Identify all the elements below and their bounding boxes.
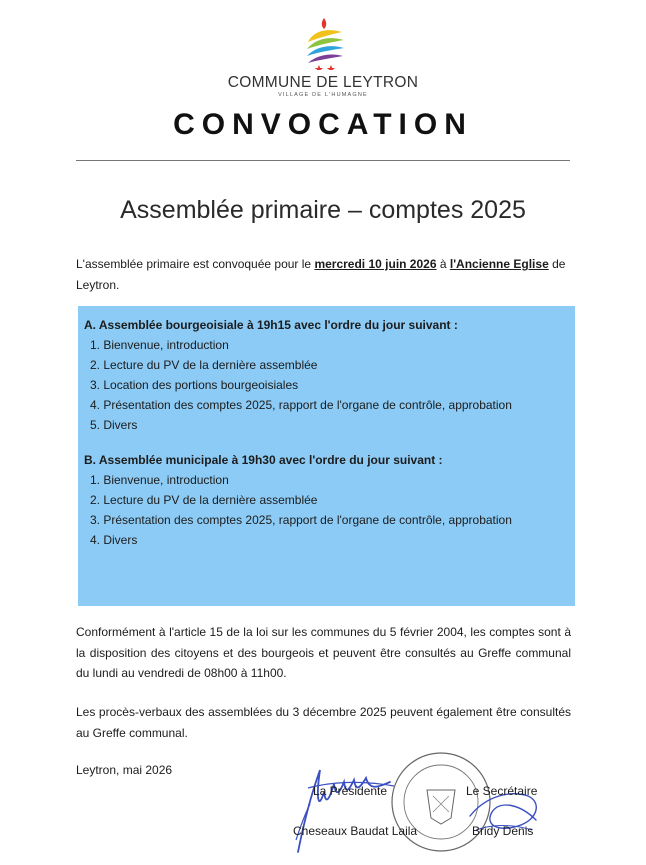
document-subtitle: Assemblée primaire – comptes 2025: [120, 196, 526, 224]
secretary-name: Bridy Denis: [472, 824, 534, 838]
agenda-item: 1. Bienvenue, introduction: [90, 473, 229, 487]
document-title: CONVOCATION: [173, 108, 473, 141]
president-name: Cheseaux Baudat Laila: [293, 824, 418, 838]
agenda-item: 4. Présentation des comptes 2025, rapport de l'organe de contrôle, approbation: [90, 398, 512, 412]
organization-tagline: VILLAGE DE L'HUMAGNE: [278, 92, 368, 98]
agenda-item: 3. Location des portions bourgeoisiales: [90, 378, 299, 392]
body-paragraph-minutes: Les procès-verbaux des assemblées du 3 décembre 2025 peuvent également être consultés au Greffe communal.: [76, 705, 571, 740]
president-title: La Présidente: [313, 784, 388, 798]
place-and-date: Leytron, mai 2026: [76, 763, 173, 777]
agenda-item: 2. Lecture du PV de la dernière assemblée: [90, 358, 318, 372]
secretary-title: Le Secrétaire: [466, 784, 538, 798]
commune-logo: [304, 16, 346, 70]
agenda-section-b-heading: B. Assemblée municipale à 19h30 avec l'ordre du jour suivant :: [84, 453, 443, 467]
agenda-item: 4. Divers: [90, 533, 138, 547]
organization-name: COMMUNE DE LEYTRON: [227, 74, 419, 91]
agenda-item: 1. Bienvenue, introduction: [90, 338, 229, 352]
body-paragraph-accounts: Conformément à l'article 15 de la loi sur les communes du 5 février 2004, les comptes sont à la disposition des citoyens et des bourgeois et peuvent être consultés au Greffe communal du lundi au vendredi de 08h00 à 11h00.: [76, 625, 571, 680]
president-signature: [290, 752, 400, 858]
meeting-place: l'Ancienne Eglise: [449, 257, 549, 271]
agenda-item: 3. Présentation des comptes 2025, rapport de l'organe de contrôle, approbation: [90, 513, 512, 527]
agenda-section-a-heading: A. Assemblée bourgeoisiale à 19h15 avec l'ordre du jour suivant :: [84, 318, 458, 332]
title-divider: [76, 160, 570, 161]
meeting-date: mercredi 10 juin 2026: [314, 257, 437, 271]
agenda-item: 2. Lecture du PV de la dernière assemblée: [90, 493, 318, 507]
agenda-item: 5. Divers: [90, 418, 138, 432]
intro-paragraph: L'assemblée primaire est convoquée pour le mercredi 10 juin 2026 à l'Ancienne Eglise de Leytron.: [76, 257, 566, 292]
